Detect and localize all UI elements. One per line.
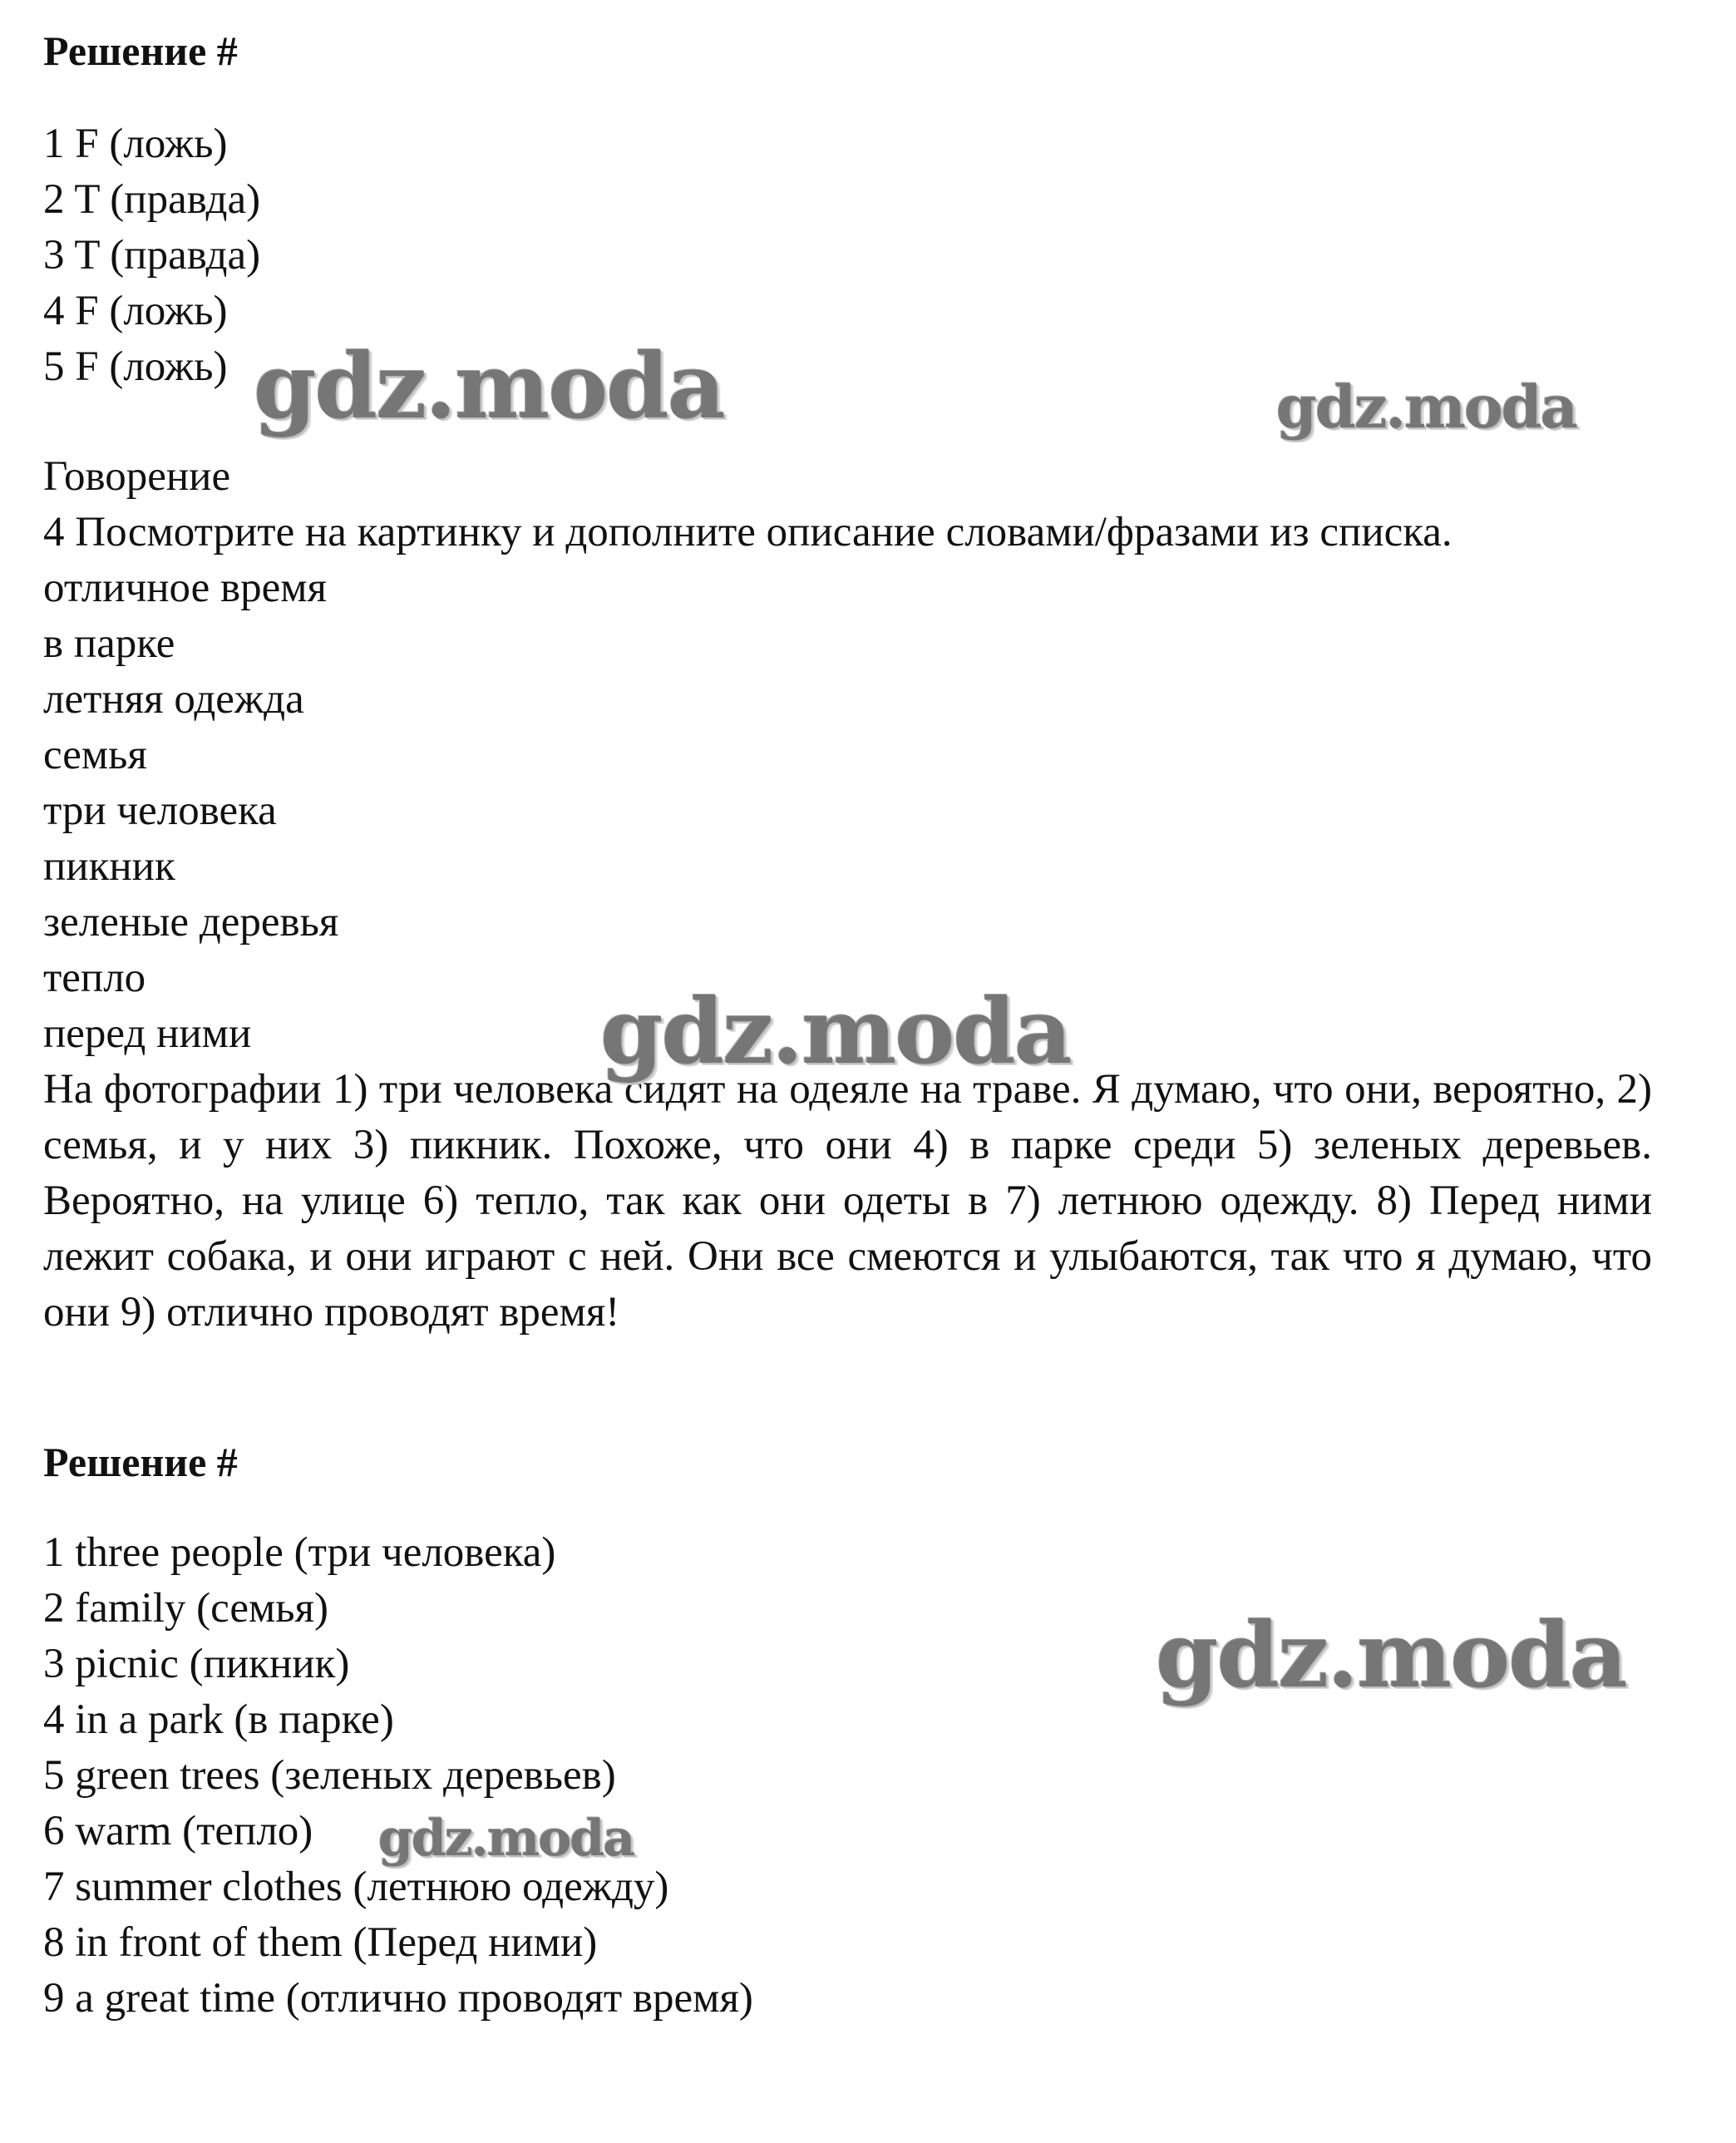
answer-item: 1 three people (три человека): [43, 1529, 556, 1576]
solution-title-1: Решение #: [43, 27, 238, 74]
answer-item: 4 in a park (в парке): [43, 1696, 394, 1743]
answer-item: 9 a great time (отлично проводят время): [43, 1975, 753, 2022]
word-list-item: семья: [43, 732, 147, 778]
answer-item: 3 T (правда): [43, 232, 261, 279]
answer-item: 5 F (ложь): [43, 343, 228, 390]
description-paragraph: На фотографии 1) три человека сидят на одеяле на траве. Я думаю, что они, вероятно, 2) семья, и у них 3) пикник. Похоже, что они 4) в парке среди 5) зеленых деревьев. Вероятно, на улице 6) тепло, так как они одеты в 7) летнюю одежду. 8) Перед ними лежит собака, и они играют с ней. Они все смеются и улыбаются, так что я думаю, что они 9) отлично проводят время!: [43, 1066, 1652, 1336]
speaking-block: [43, 449, 1452, 1062]
watermark-logo: gdz.moda: [1276, 373, 1577, 442]
watermark-logo: gdz.moda: [600, 980, 1071, 1084]
watermark-logo: gdz.moda: [1156, 1603, 1626, 1708]
answer-item: 4 F (ложь): [43, 288, 228, 334]
word-list-item: пикник: [43, 843, 175, 890]
watermark-logo: gdz.moda: [378, 1810, 634, 1868]
word-list-item: летняя одежда: [43, 676, 304, 723]
word-list-item: тепло: [43, 955, 146, 1001]
word-list-item: зеленые деревья: [43, 899, 339, 946]
answer-item: 2 T (правда): [43, 176, 261, 223]
word-list-item: три человека: [43, 788, 277, 834]
answer-item: 7 summer clothes (летнюю одежду): [43, 1864, 669, 1910]
answer-item: 5 green trees (зеленых деревьев): [43, 1752, 616, 1799]
speaking-heading: Говорение: [43, 453, 231, 500]
answer-item: 1 F (ложь): [43, 121, 228, 167]
speaking-task: 4 Посмотрите на картинку и дополните описание словами/фразами из списка.: [43, 509, 1452, 556]
watermark-logo: gdz.moda: [254, 334, 724, 439]
answer-item: 6 warm (тепло): [43, 1808, 313, 1854]
answer-item: 3 picnic (пикник): [43, 1641, 350, 1687]
answer-list-2: [43, 1525, 753, 2027]
answer-list-1: [43, 116, 260, 395]
word-list-item: отличное время: [43, 565, 327, 611]
word-list-item: перед ними: [43, 1010, 252, 1057]
answer-item: 8 in front of them (Перед ними): [43, 1919, 598, 1966]
answer-item: 2 family (семья): [43, 1585, 328, 1632]
solution-title-2: Решение #: [43, 1439, 238, 1485]
word-list-item: в парке: [43, 620, 175, 667]
